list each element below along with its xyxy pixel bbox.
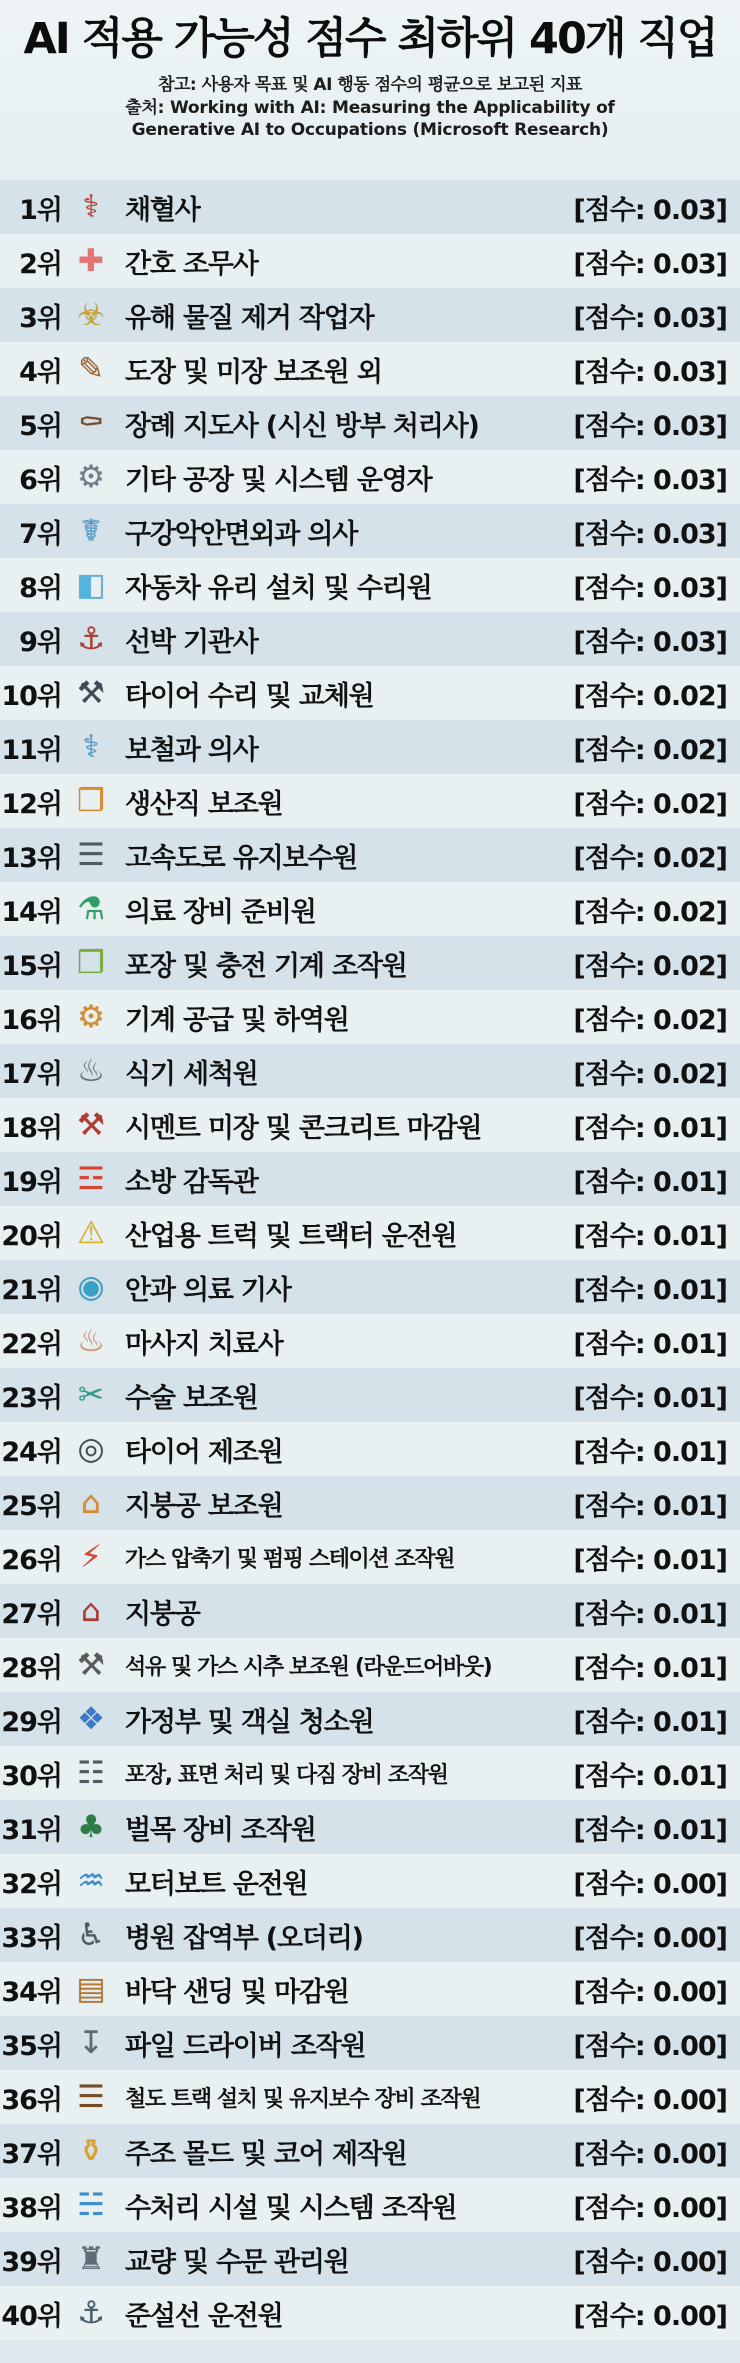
score-badge: [점수: 0.01] xyxy=(573,1490,727,1522)
occupation-name: 준설선 운전원 xyxy=(125,2300,283,2332)
rank-label: 39위 xyxy=(1,2246,62,2278)
table-row xyxy=(0,936,740,990)
dentist-icon: ⚕ xyxy=(82,728,100,765)
score-badge: [점수: 0.00] xyxy=(573,2030,727,2062)
rank-label: 23위 xyxy=(1,1382,62,1414)
table-row xyxy=(0,504,740,558)
table-row xyxy=(0,1044,740,1098)
score-badge: [점수: 0.01] xyxy=(573,1760,727,1792)
table-row xyxy=(0,396,740,450)
rank-label: 40위 xyxy=(1,2300,62,2332)
rank-label: 35위 xyxy=(1,2030,62,2062)
score-badge: [점수: 0.03] xyxy=(573,410,727,442)
occupation-name: 소방 감독관 xyxy=(125,1166,258,1198)
rank-label: 3위 xyxy=(19,302,62,334)
score-badge: [점수: 0.02] xyxy=(573,734,727,766)
rank-label: 15위 xyxy=(1,950,62,982)
occupation-name: 채혈사 xyxy=(125,194,200,226)
rank-label: 25위 xyxy=(1,1490,62,1522)
windshield-icon: ◧ xyxy=(76,566,106,603)
tires-icon: ◎ xyxy=(77,1430,105,1467)
occupation-name: 간호 조무사 xyxy=(125,248,258,280)
paintbrush-icon: ✎ xyxy=(78,350,104,387)
occupation-name: 지붕공 xyxy=(125,1598,200,1630)
table-row xyxy=(0,450,740,504)
rank-label: 10위 xyxy=(1,680,62,712)
occupation-name: 구강악안면외과 의사 xyxy=(125,518,358,550)
rank-label: 33위 xyxy=(1,1922,62,1954)
stethoscope-icon: ⚗ xyxy=(77,890,105,927)
score-badge: [점수: 0.01] xyxy=(573,1598,727,1630)
rank-label: 9위 xyxy=(19,626,62,658)
hazmat-suit-icon: ☣ xyxy=(77,296,105,333)
score-badge: [점수: 0.02] xyxy=(573,1004,727,1036)
motorboat-icon: ♒ xyxy=(77,1862,105,1899)
rank-label: 18위 xyxy=(1,1112,62,1144)
eye-magnifier-icon: ◉ xyxy=(77,1268,105,1305)
occupation-name: 바닥 샌딩 및 마감원 xyxy=(125,1976,349,2008)
rank-label: 21위 xyxy=(1,1274,62,1306)
occupation-name: 장례 지도사 (시신 방부 처리사) xyxy=(125,410,479,442)
occupation-name: 의료 장비 준비원 xyxy=(125,896,316,928)
rank-label: 16위 xyxy=(1,1004,62,1036)
score-badge: [점수: 0.00] xyxy=(573,2084,727,2116)
factory-icon: ⚙ xyxy=(77,458,105,495)
rank-label: 22위 xyxy=(1,1328,62,1360)
score-badge: [점수: 0.02] xyxy=(573,788,727,820)
road-paver-icon: ☷ xyxy=(77,1754,105,1791)
table-row xyxy=(0,1638,740,1692)
rank-label: 12위 xyxy=(1,788,62,820)
rank-label: 14위 xyxy=(1,896,62,928)
table-row xyxy=(0,1098,740,1152)
occupation-name: 모터보트 운전원 xyxy=(125,1868,308,1900)
rank-label: 7위 xyxy=(19,518,62,550)
table-row xyxy=(0,1422,740,1476)
score-badge: [점수: 0.03] xyxy=(573,518,727,550)
occupation-name: 타이어 수리 및 교체원 xyxy=(125,680,374,712)
table-row xyxy=(0,342,740,396)
massage-table-icon: ♨ xyxy=(77,1322,105,1359)
bridge-lock-icon: ♜ xyxy=(77,2240,105,2277)
rank-label: 6위 xyxy=(19,464,62,496)
table-row xyxy=(0,1206,740,1260)
rank-label: 38위 xyxy=(1,2192,62,2224)
score-badge: [점수: 0.00] xyxy=(573,1922,727,1954)
score-badge: [점수: 0.01] xyxy=(573,1112,727,1144)
rank-label: 28위 xyxy=(1,1652,62,1684)
table-row xyxy=(0,666,740,720)
table-row xyxy=(0,1746,740,1800)
score-badge: [점수: 0.00] xyxy=(573,2138,727,2170)
occupation-name: 식기 세척원 xyxy=(125,1058,258,1090)
rank-label: 17위 xyxy=(1,1058,62,1090)
page-title: AI 적용 가능성 점수 최하위 40개 직업 xyxy=(23,14,717,64)
score-badge: [점수: 0.02] xyxy=(573,680,727,712)
occupation-name: 가스 압축기 및 펌핑 스테이션 조작원 xyxy=(125,1546,455,1572)
oil-derrick-icon: ⚒ xyxy=(77,1646,105,1683)
score-badge: [점수: 0.03] xyxy=(573,302,727,334)
occupation-name: 파일 드라이버 조작원 xyxy=(125,2030,366,2062)
score-badge: [점수: 0.03] xyxy=(573,464,727,496)
table-row xyxy=(0,1800,740,1854)
occupation-name: 지붕공 보조원 xyxy=(125,1490,283,1522)
table-row xyxy=(0,288,740,342)
ship-icon: ⚓ xyxy=(77,620,105,657)
table-row xyxy=(0,2286,740,2340)
rank-label: 30위 xyxy=(1,1760,62,1792)
occupation-name: 교량 및 수문 관리원 xyxy=(125,2246,349,2278)
water-tank-icon: ☵ xyxy=(77,2186,105,2223)
source-line: 출처: Working with AI: Measuring the Applicability of Generative AI to Occupations (Microsoft Research) xyxy=(125,97,615,141)
oral-surgeon-icon: ☤ xyxy=(80,512,102,549)
score-badge: [점수: 0.01] xyxy=(573,1328,727,1360)
trowel-bricks-icon: ⚒ xyxy=(77,1106,105,1143)
score-badge: [점수: 0.03] xyxy=(573,356,727,388)
dredger-ship-icon: ⚓ xyxy=(77,2294,105,2331)
score-badge: [점수: 0.02] xyxy=(573,950,727,982)
table-row xyxy=(0,558,740,612)
rank-label: 36위 xyxy=(1,2084,62,2116)
wood-floor-icon: ▤ xyxy=(76,1970,106,2007)
table-row xyxy=(0,720,740,774)
rank-label: 20위 xyxy=(1,1220,62,1252)
score-badge: [점수: 0.02] xyxy=(573,1058,727,1090)
broom-building-icon: ❖ xyxy=(77,1700,105,1737)
worker-box-icon: ❒ xyxy=(77,782,105,819)
occupation-name: 수처리 시설 및 시스템 조작원 xyxy=(125,2192,457,2224)
table-row xyxy=(0,612,740,666)
nurse-icon: ✚ xyxy=(78,242,104,279)
rank-label: 27위 xyxy=(1,1598,62,1630)
table-row xyxy=(0,2070,740,2124)
table-row xyxy=(0,1692,740,1746)
score-badge: [점수: 0.02] xyxy=(573,842,727,874)
rank-label: 31위 xyxy=(1,1814,62,1846)
fire-helmet-icon: ☲ xyxy=(77,1160,105,1197)
table-row xyxy=(0,2178,740,2232)
occupation-name: 타이어 제조원 xyxy=(125,1436,283,1468)
occupation-name: 수술 보조원 xyxy=(125,1382,258,1414)
ranking-list xyxy=(0,180,740,2340)
score-badge: [점수: 0.01] xyxy=(573,1706,727,1738)
score-badge: [점수: 0.00] xyxy=(573,2300,727,2332)
score-badge: [점수: 0.00] xyxy=(573,2192,727,2224)
occupation-name: 산업용 트럭 및 트랙터 운전원 xyxy=(125,1220,457,1252)
table-row xyxy=(0,2232,740,2286)
score-badge: [점수: 0.00] xyxy=(573,2246,727,2278)
table-row xyxy=(0,1476,740,1530)
table-row xyxy=(0,1908,740,1962)
table-row xyxy=(0,2016,740,2070)
forklift-icon: ⚠ xyxy=(77,1214,105,1251)
occupation-name: 철도 트랙 설치 및 유지보수 장비 조작원 xyxy=(125,2086,481,2112)
occupation-name: 가정부 및 객실 청소원 xyxy=(125,1706,374,1738)
score-badge: [점수: 0.01] xyxy=(573,1544,727,1576)
house-icon: ⌂ xyxy=(81,1592,101,1629)
gas-pump-icon: ⚡ xyxy=(80,1538,102,1575)
occupation-name: 고속도로 유지보수원 xyxy=(125,842,358,874)
railroad-track-icon: ☰ xyxy=(77,2078,105,2115)
packing-box-icon: ❒ xyxy=(77,944,105,981)
score-badge: [점수: 0.01] xyxy=(573,1166,727,1198)
table-row xyxy=(0,882,740,936)
dishwasher-icon: ♨ xyxy=(77,1052,105,1089)
table-row xyxy=(0,180,740,234)
score-badge: [점수: 0.00] xyxy=(573,1976,727,2008)
rank-label: 19위 xyxy=(1,1166,62,1198)
casting-ladle-icon: ⚱ xyxy=(78,2132,104,2169)
wheelchair-icon: ♿ xyxy=(77,1916,105,1953)
score-badge: [점수: 0.01] xyxy=(573,1436,727,1468)
occupation-name: 보철과 의사 xyxy=(125,734,258,766)
score-badge: [점수: 0.01] xyxy=(573,1652,727,1684)
occupation-name: 병원 잡역부 (오더리) xyxy=(125,1922,363,1954)
rank-label: 2위 xyxy=(19,248,62,280)
rank-label: 13위 xyxy=(1,842,62,874)
rank-label: 8위 xyxy=(19,572,62,604)
score-badge: [점수: 0.03] xyxy=(573,248,727,280)
score-badge: [점수: 0.01] xyxy=(573,1274,727,1306)
rank-label: 5위 xyxy=(19,410,62,442)
logging-trees-icon: ♣ xyxy=(77,1808,105,1845)
syringe-icon: ⚕ xyxy=(82,188,100,225)
pile-driver-icon: ↧ xyxy=(78,2024,104,2061)
table-row xyxy=(0,1854,740,1908)
surgeon-icon: ✂ xyxy=(78,1376,104,1413)
note-line: 참고: 사용자 목표 및 AI 행동 점수의 평균으로 보고된 지표 xyxy=(158,74,582,95)
occupation-name: 주조 몰드 및 코어 제작원 xyxy=(125,2138,407,2170)
occupation-name: 시멘트 미장 및 콘크리트 마감원 xyxy=(125,1112,482,1144)
rank-label: 24위 xyxy=(1,1436,62,1468)
occupation-name: 마사지 치료사 xyxy=(125,1328,283,1360)
table-row xyxy=(0,774,740,828)
rank-label: 26위 xyxy=(1,1544,62,1576)
road-shovel-icon: ☰ xyxy=(77,836,105,873)
occupation-name: 기타 공장 및 시스템 운영자 xyxy=(125,464,432,496)
table-row xyxy=(0,1260,740,1314)
table-row xyxy=(0,1368,740,1422)
rank-label: 32위 xyxy=(1,1868,62,1900)
score-badge: [점수: 0.02] xyxy=(573,896,727,928)
table-row xyxy=(0,234,740,288)
house-ladder-icon: ⌂ xyxy=(81,1484,101,1521)
header xyxy=(0,0,740,142)
score-badge: [점수: 0.03] xyxy=(573,626,727,658)
rank-label: 34위 xyxy=(1,1976,62,2008)
score-badge: [점수: 0.01] xyxy=(573,1814,727,1846)
occupation-name: 석유 및 가스 시추 보조원 (라운드어바웃) xyxy=(125,1654,492,1680)
tire-wrench-icon: ⚒ xyxy=(77,674,105,711)
occupation-name: 안과 의료 기사 xyxy=(125,1274,291,1306)
rank-label: 29위 xyxy=(1,1706,62,1738)
occupation-name: 기계 공급 및 하역원 xyxy=(125,1004,349,1036)
table-row xyxy=(0,1962,740,2016)
score-badge: [점수: 0.03] xyxy=(573,194,727,226)
rank-label: 11위 xyxy=(1,734,62,766)
score-badge: [점수: 0.00] xyxy=(573,1868,727,1900)
occupation-name: 자동차 유리 설치 및 수리원 xyxy=(125,572,432,604)
score-badge: [점수: 0.03] xyxy=(573,572,727,604)
table-row xyxy=(0,828,740,882)
table-row xyxy=(0,990,740,1044)
occupation-name: 포장 및 충전 기계 조작원 xyxy=(125,950,407,982)
table-row xyxy=(0,1530,740,1584)
rank-label: 1위 xyxy=(19,194,62,226)
coffin-icon: ⚰ xyxy=(77,404,105,441)
rank-label: 4위 xyxy=(19,356,62,388)
occupation-name: 선박 기관사 xyxy=(125,626,258,658)
occupation-name: 유해 물질 제거 작업자 xyxy=(125,302,374,334)
table-row xyxy=(0,1584,740,1638)
occupation-name: 도장 및 미장 보조원 외 xyxy=(125,356,382,388)
score-badge: [점수: 0.01] xyxy=(573,1382,727,1414)
table-row xyxy=(0,2124,740,2178)
conveyor-icon: ⚙ xyxy=(77,998,105,1035)
table-row xyxy=(0,1152,740,1206)
rank-label: 37위 xyxy=(1,2138,62,2170)
score-badge: [점수: 0.01] xyxy=(573,1220,727,1252)
occupation-name: 포장, 표면 처리 및 다짐 장비 조작원 xyxy=(125,1762,448,1788)
table-row xyxy=(0,1314,740,1368)
occupation-name: 벌목 장비 조작원 xyxy=(125,1814,316,1846)
occupation-name: 생산직 보조원 xyxy=(125,788,283,820)
